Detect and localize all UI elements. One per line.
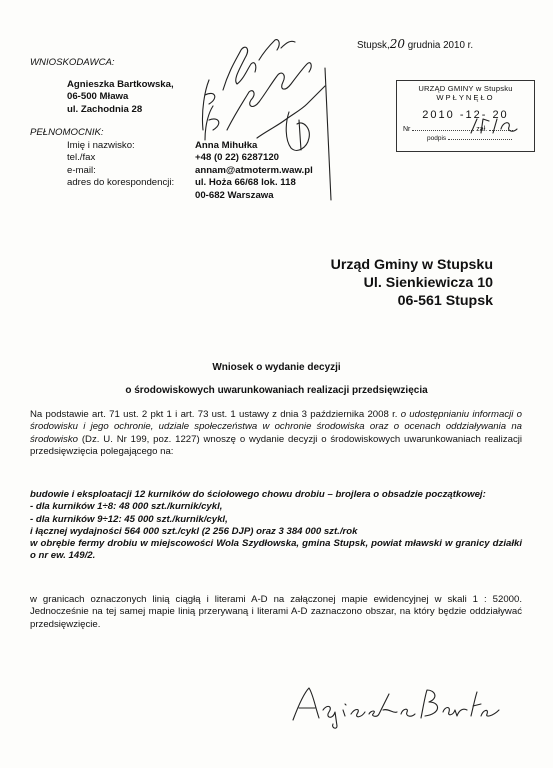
project-line: - dla kurników 9÷12: 45 000 szt./kurnik/cykl, bbox=[30, 513, 228, 525]
registry-stamp bbox=[396, 80, 535, 152]
project-line: budowie i eksploatacji 12 kurników do ściołowego chowu drobiu – brojlera o obsadzie początkowej: bbox=[30, 489, 486, 500]
applicant-city: 06-500 Mława bbox=[67, 91, 129, 103]
stamp-date: 2010 -12- 20 bbox=[422, 108, 509, 121]
recipient-line1: Urząd Gminy w Stupsku bbox=[330, 257, 493, 273]
paragraph-legal-basis-b: (Dz. U. Nr 199, poz. 1227) wnoszę o wydanie decyzji o środowiskowych uwarunkowaniach realizacji przedsięwzięcia polegającego na: bbox=[30, 433, 523, 457]
stamp-zal-label: zał. bbox=[476, 125, 488, 133]
proxy-label: Imię i nazwisko: bbox=[67, 140, 135, 151]
proxy-heading: PEŁNOMOCNIK: bbox=[30, 127, 104, 138]
project-description bbox=[30, 489, 522, 563]
handwritten-annotation-icon bbox=[185, 20, 345, 210]
proxy-label: adres do korespondencji: bbox=[67, 177, 175, 189]
recipient-line3: 06-561 Stupsk bbox=[397, 293, 493, 310]
proxy-label: e-mail: bbox=[67, 164, 96, 176]
applicant-street: ul. Zachodnia 28 bbox=[67, 103, 143, 115]
paragraph-legal-basis-act: o udostępnianiu informacji o środowisku i jego ochronie, udziale społeczeństwa w ochronie środowiska oraz o ocenach oddziaływania na środowisko bbox=[30, 409, 522, 445]
recipient-address bbox=[331, 256, 493, 311]
applicant-heading: WNIOSKODAWCA: bbox=[30, 57, 115, 68]
place-date bbox=[357, 37, 473, 52]
place-date-rest: grudnia 2010 r. bbox=[407, 40, 474, 51]
paragraph-legal-basis-a: Na podstawie art. 71 ust. 2 pkt 1 i art. 73 ust. 1 ustawy z dnia 3 października 2008 r. bbox=[30, 409, 398, 420]
paragraph-map: w granicach oznaczonych linią ciągłą i literami A-D na załączonej mapie ewidencyjnej w skali 1 : 52000. Jednocześnie na tej samej mapie linią przerywaną i literami A-D zaznaczono obszar, na który będzie oddziaływać przedsięwzięcie. bbox=[30, 594, 522, 630]
applicant-block bbox=[67, 79, 174, 116]
recipient-line2: Ul. Sienkiewicza 10 bbox=[363, 275, 493, 292]
stamp-signature-row bbox=[427, 135, 534, 143]
stamp-received: WPŁYNĘŁO bbox=[436, 93, 495, 103]
stamp-podpis-label: podpis bbox=[427, 135, 447, 143]
place-date-prefix: Stupsk, bbox=[357, 40, 390, 51]
proxy-value: +48 (0 22) 6287120 bbox=[195, 152, 280, 164]
stamp-office: URZĄD GMINY w Stupsku bbox=[418, 84, 513, 93]
project-line: i łącznej wydajności 564 000 szt./cykl (2 256 DJP) oraz 3 384 000 szt./rok bbox=[30, 525, 358, 537]
stamp-podpis-line bbox=[448, 139, 512, 140]
project-line: w obrębie fermy drobiu w miejscowości Wola Szydłowska, gmina Stupsk, powiat mławski w granicy działki o nr ew. 149/2. bbox=[30, 538, 522, 562]
document-title: Wniosek o wydanie decyzji bbox=[212, 362, 341, 373]
proxy-value: 00-682 Warszawa bbox=[195, 189, 274, 201]
proxy-value: Anna Mihułka bbox=[195, 140, 258, 151]
stamp-nr-label: Nr bbox=[403, 125, 411, 133]
applicant-signature-icon bbox=[285, 680, 505, 730]
place-date-day: 20 bbox=[389, 37, 405, 51]
project-line: - dla kurników 1÷8: 48 000 szt./kurnik/cykl, bbox=[30, 501, 223, 513]
applicant-name: Agnieszka Bartkowska, bbox=[67, 79, 174, 90]
paragraph-legal-basis bbox=[30, 409, 522, 458]
stamp-handwritten-number-icon bbox=[467, 117, 523, 135]
document-subtitle: o środowiskowych uwarunkowaniach realizacji przedsięwzięcia bbox=[125, 385, 428, 396]
stamp-nr-line bbox=[412, 130, 474, 131]
proxy-label: tel./fax bbox=[67, 152, 96, 164]
proxy-value: annam@atmoterm.waw.pl bbox=[195, 164, 313, 176]
proxy-value: ul. Hoża 66/68 lok. 118 bbox=[195, 177, 296, 189]
proxy-label bbox=[67, 190, 195, 202]
